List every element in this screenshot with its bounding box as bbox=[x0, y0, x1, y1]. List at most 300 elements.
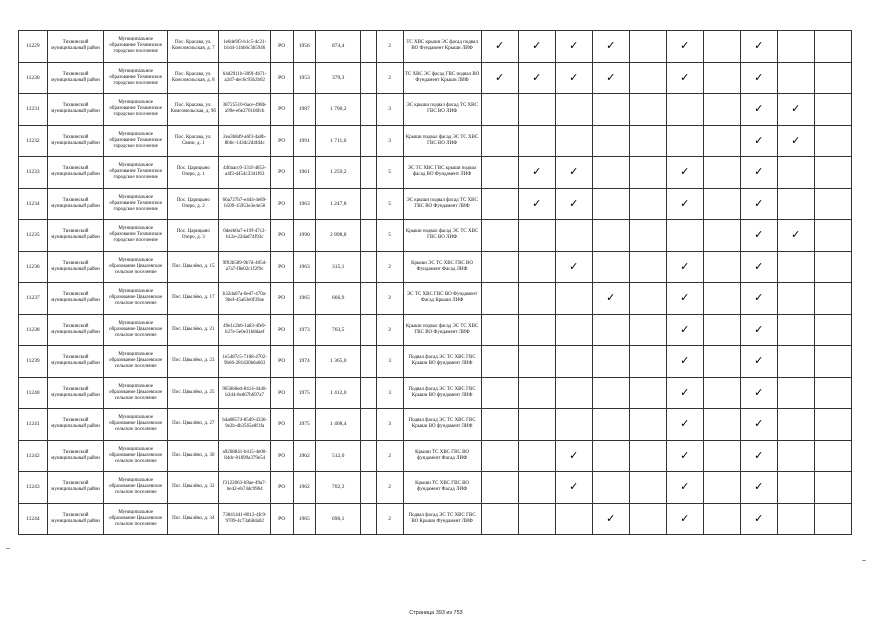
check-mark-icon: ✓ bbox=[666, 409, 703, 441]
address-cell: Пос. Царицыно Озеро, д. 3 bbox=[168, 220, 219, 252]
empty-check-cell bbox=[629, 440, 666, 472]
settlement-cell: Муниципальное образование Цвылевское сельское поселение bbox=[104, 377, 168, 409]
rf-cell: РО bbox=[270, 251, 293, 283]
row-id-cell: 11239 bbox=[19, 346, 48, 378]
empty-check-cell bbox=[777, 157, 814, 189]
works-cell: Подвал фасад ЭС ТС ХВС ГВС ВО Крыши Фундамент ЛИФ bbox=[403, 503, 481, 535]
floors-cell: 3 bbox=[376, 94, 403, 126]
guid-cell: 66a727b7-e4d4-4e89-b509-15953e3e4e58 bbox=[219, 188, 270, 220]
year-cell: 1990 bbox=[293, 220, 316, 252]
works-cell: Крыши ТС ХВС ГВС ВО фундамент Фасад ЛИФ bbox=[403, 440, 481, 472]
floors-cell: 2 bbox=[376, 503, 403, 535]
empty-check-cell bbox=[777, 409, 814, 441]
check-mark-icon: ✓ bbox=[777, 125, 814, 157]
empty-check-cell bbox=[629, 157, 666, 189]
settlement-cell: Муниципальное образование Тихвинское городское поселение bbox=[104, 220, 168, 252]
settlement-cell: Муниципальное образование Цвылевское сельское поселение bbox=[104, 409, 168, 441]
row-id-cell: 11232 bbox=[19, 125, 48, 157]
row-id-cell: 11237 bbox=[19, 283, 48, 315]
empty-check-cell bbox=[629, 377, 666, 409]
empty-check-cell bbox=[518, 377, 555, 409]
table-row bbox=[19, 314, 852, 346]
district-cell: Тихвинский муниципальный район bbox=[47, 31, 104, 63]
works-cell: ТС ХВС ЭС фасад ГВС подвал ВО Фундамент Крыши ЛИФ bbox=[403, 62, 481, 94]
rf-cell: РО bbox=[270, 377, 293, 409]
area-cell: 696,1 bbox=[316, 503, 361, 535]
empty-check-cell bbox=[629, 188, 666, 220]
empty-check-cell bbox=[703, 346, 740, 378]
address-cell: Пос. Цвылёво, д. 21 bbox=[168, 314, 219, 346]
district-cell: Тихвинский муниципальный район bbox=[47, 220, 104, 252]
guid-cell: 49e1c2b6-1a83-4fe9-b27e-5e0e31b8daef bbox=[219, 314, 270, 346]
guid-cell: 38725510-6ace-498b-a99e-e6e2701b6fcb bbox=[219, 94, 270, 126]
empty-check-cell bbox=[777, 62, 814, 94]
area-cell: 1 700,2 bbox=[316, 94, 361, 126]
empty-check-cell bbox=[703, 472, 740, 504]
empty-check-cell bbox=[777, 440, 814, 472]
works-cell: Подвал фасад ЭС ТС ХВС ГВС Крыши ВО фундамент ЛИФ bbox=[403, 409, 481, 441]
blank-cell bbox=[361, 31, 376, 63]
empty-check-cell bbox=[592, 472, 629, 504]
works-cell: ЭС ТС ХВС ГВС крыши подвал фасад ВО Фундамент ЛИФ bbox=[403, 157, 481, 189]
empty-check-cell bbox=[814, 220, 851, 252]
empty-check-cell bbox=[629, 283, 666, 315]
district-cell: Тихвинский муниципальный район bbox=[47, 377, 104, 409]
works-cell: ЭС крыши подвал фасад ТС ХВС ГВС ВО ЛИФ bbox=[403, 94, 481, 126]
address-cell: Пос. Красава, ул. Комсомольская, д. 8 bbox=[168, 62, 219, 94]
check-mark-icon: ✓ bbox=[740, 377, 777, 409]
check-mark-icon: ✓ bbox=[518, 157, 555, 189]
empty-check-cell bbox=[814, 62, 851, 94]
table-row bbox=[19, 31, 852, 63]
rf-cell: РО bbox=[270, 314, 293, 346]
area-cell: 1 247,8 bbox=[316, 188, 361, 220]
year-cell: 1961 bbox=[293, 157, 316, 189]
empty-check-cell bbox=[555, 125, 592, 157]
table-row bbox=[19, 283, 852, 315]
empty-check-cell bbox=[703, 31, 740, 63]
empty-check-cell bbox=[814, 503, 851, 535]
rf-cell: РО bbox=[270, 31, 293, 63]
empty-check-cell bbox=[518, 472, 555, 504]
guid-cell: 64d2911b-309f-4b71-a2d7-dec6c93b2b02 bbox=[219, 62, 270, 94]
check-mark-icon: ✓ bbox=[666, 346, 703, 378]
rf-cell: РО bbox=[270, 346, 293, 378]
empty-check-cell bbox=[592, 440, 629, 472]
district-cell: Тихвинский муниципальный район bbox=[47, 283, 104, 315]
blank-cell bbox=[361, 314, 376, 346]
guid-cell: b32da07a-0ed7-470a-9bef-45a63e0f39ae bbox=[219, 283, 270, 315]
check-mark-icon: ✓ bbox=[740, 220, 777, 252]
empty-check-cell bbox=[518, 283, 555, 315]
works-cell: ЭС ТС ХВС ГВС ВО Фундамент Фасад Крыши ЛИФ bbox=[403, 283, 481, 315]
empty-check-cell bbox=[814, 157, 851, 189]
empty-check-cell bbox=[703, 503, 740, 535]
check-mark-icon: ✓ bbox=[740, 251, 777, 283]
table-row bbox=[19, 94, 852, 126]
empty-check-cell bbox=[481, 125, 518, 157]
empty-check-cell bbox=[814, 283, 851, 315]
empty-check-cell bbox=[629, 314, 666, 346]
guid-cell: 0deeb0a7-e19f-47c2-b12e-22dad74f93c bbox=[219, 220, 270, 252]
empty-check-cell bbox=[592, 346, 629, 378]
check-mark-icon: ✓ bbox=[481, 62, 518, 94]
check-mark-icon: ✓ bbox=[740, 94, 777, 126]
empty-check-cell bbox=[777, 251, 814, 283]
row-id-cell: 11230 bbox=[19, 62, 48, 94]
area-cell: 1 412,0 bbox=[316, 377, 361, 409]
guid-cell: b4a88574-85d9-4336-9e2b-db3565e8f1fa bbox=[219, 409, 270, 441]
empty-check-cell bbox=[777, 31, 814, 63]
blank-cell bbox=[361, 251, 376, 283]
page-number-label: Страница 393 из 753 bbox=[409, 610, 463, 616]
rf-cell: РО bbox=[270, 472, 293, 504]
row-id-cell: 11244 bbox=[19, 503, 48, 535]
floors-cell: 5 bbox=[376, 220, 403, 252]
empty-check-cell bbox=[629, 94, 666, 126]
check-mark-icon: ✓ bbox=[666, 188, 703, 220]
check-mark-icon: ✓ bbox=[592, 62, 629, 94]
empty-check-cell bbox=[703, 251, 740, 283]
district-cell: Тихвинский муниципальный район bbox=[47, 314, 104, 346]
floors-cell: 5 bbox=[376, 188, 403, 220]
empty-check-cell bbox=[814, 409, 851, 441]
works-cell: Подвал фасад ЭС ТС ХВС ГВС Крыши ВО фундамент ЛИФ bbox=[403, 346, 481, 378]
settlement-cell: Муниципальное образование Цвылевское сельское поселение bbox=[104, 283, 168, 315]
blank-cell bbox=[361, 472, 376, 504]
empty-check-cell bbox=[481, 188, 518, 220]
area-cell: 1 259,2 bbox=[316, 157, 361, 189]
district-cell: Тихвинский муниципальный район bbox=[47, 251, 104, 283]
rf-cell: РО bbox=[270, 440, 293, 472]
housing-register-table bbox=[18, 30, 852, 535]
row-id-cell: 11243 bbox=[19, 472, 48, 504]
works-cell: Крыши ТС ХВС ГВС ВО фундамент Фасад ЛИФ bbox=[403, 472, 481, 504]
floors-cell: 3 bbox=[376, 346, 403, 378]
address-cell: Пос. Царицыно Озеро, д. 2 bbox=[168, 188, 219, 220]
guid-cell: 2ea3b8d9-a6f3-4a8b-8b6c-143dc2d4fd4c bbox=[219, 125, 270, 157]
district-cell: Тихвинский муниципальный район bbox=[47, 409, 104, 441]
empty-check-cell bbox=[481, 314, 518, 346]
check-mark-icon: ✓ bbox=[666, 157, 703, 189]
check-mark-icon: ✓ bbox=[740, 503, 777, 535]
check-mark-icon: ✓ bbox=[481, 31, 518, 63]
settlement-cell: Муниципальное образование Цвылевское сельское поселение bbox=[104, 440, 168, 472]
empty-check-cell bbox=[481, 220, 518, 252]
check-mark-icon: ✓ bbox=[666, 314, 703, 346]
year-cell: 1965 bbox=[293, 503, 316, 535]
floors-cell: 2 bbox=[376, 440, 403, 472]
address-cell: Пос. Красава, ул. Комсомольская, д. 9б bbox=[168, 94, 219, 126]
year-cell: 1987 bbox=[293, 94, 316, 126]
scan-mark bbox=[6, 548, 10, 549]
floors-cell: 2 bbox=[376, 314, 403, 346]
floors-cell: 2 bbox=[376, 283, 403, 315]
empty-check-cell bbox=[481, 377, 518, 409]
check-mark-icon: ✓ bbox=[518, 188, 555, 220]
empty-check-cell bbox=[629, 346, 666, 378]
empty-check-cell bbox=[518, 94, 555, 126]
area-cell: 2 898,8 bbox=[316, 220, 361, 252]
scan-mark bbox=[862, 560, 866, 561]
area-cell: 1 365,0 bbox=[316, 346, 361, 378]
empty-check-cell bbox=[592, 125, 629, 157]
check-mark-icon: ✓ bbox=[518, 31, 555, 63]
empty-check-cell bbox=[518, 251, 555, 283]
address-cell: Пос. Красава, ул. Связи, д. 1 bbox=[168, 125, 219, 157]
empty-check-cell bbox=[592, 157, 629, 189]
empty-check-cell bbox=[703, 220, 740, 252]
empty-check-cell bbox=[629, 125, 666, 157]
empty-check-cell bbox=[629, 220, 666, 252]
row-id-cell: 11235 bbox=[19, 220, 48, 252]
district-cell: Тихвинский муниципальный район bbox=[47, 346, 104, 378]
empty-check-cell bbox=[814, 31, 851, 63]
floors-cell: 3 bbox=[376, 377, 403, 409]
check-mark-icon: ✓ bbox=[740, 409, 777, 441]
blank-cell bbox=[361, 283, 376, 315]
empty-check-cell bbox=[555, 94, 592, 126]
area-cell: 666,9 bbox=[316, 283, 361, 315]
rf-cell: РО bbox=[270, 157, 293, 189]
table-row bbox=[19, 220, 852, 252]
settlement-cell: Муниципальное образование Тихвинское городское поселение bbox=[104, 31, 168, 63]
check-mark-icon: ✓ bbox=[666, 377, 703, 409]
table-row bbox=[19, 188, 852, 220]
year-cell: 1973 bbox=[293, 314, 316, 346]
table-row bbox=[19, 346, 852, 378]
table-row bbox=[19, 472, 852, 504]
floors-cell: 2 bbox=[376, 31, 403, 63]
row-id-cell: 11233 bbox=[19, 157, 48, 189]
empty-check-cell bbox=[555, 377, 592, 409]
empty-check-cell bbox=[814, 440, 851, 472]
address-cell: Пос. Царицыно Озеро, д. 1 bbox=[168, 157, 219, 189]
empty-check-cell bbox=[629, 31, 666, 63]
area-cell: 763,5 bbox=[316, 314, 361, 346]
area-cell: 1 711,6 bbox=[316, 125, 361, 157]
empty-check-cell bbox=[703, 94, 740, 126]
works-cell: Крыши подвал фасад ЭС ТС ХВС ГВС ВО ЛИФ bbox=[403, 125, 481, 157]
area-cell: 874,4 bbox=[316, 31, 361, 63]
empty-check-cell bbox=[518, 440, 555, 472]
empty-check-cell bbox=[703, 188, 740, 220]
empty-check-cell bbox=[814, 125, 851, 157]
empty-check-cell bbox=[814, 346, 851, 378]
check-mark-icon: ✓ bbox=[592, 31, 629, 63]
address-cell: Пос. Цвылёво, д. 32 bbox=[168, 472, 219, 504]
address-cell: Пос. Красава, ул. Комсомольская, д. 7 bbox=[168, 31, 219, 63]
check-mark-icon: ✓ bbox=[740, 314, 777, 346]
empty-check-cell bbox=[703, 409, 740, 441]
year-cell: 1963 bbox=[293, 251, 316, 283]
empty-check-cell bbox=[481, 346, 518, 378]
empty-check-cell bbox=[481, 472, 518, 504]
empty-check-cell bbox=[814, 251, 851, 283]
check-mark-icon: ✓ bbox=[740, 125, 777, 157]
empty-check-cell bbox=[555, 283, 592, 315]
empty-check-cell bbox=[777, 314, 814, 346]
blank-cell bbox=[361, 346, 376, 378]
settlement-cell: Муниципальное образование Цвылевское сельское поселение bbox=[104, 503, 168, 535]
blank-cell bbox=[361, 125, 376, 157]
empty-check-cell bbox=[703, 377, 740, 409]
empty-check-cell bbox=[629, 409, 666, 441]
check-mark-icon: ✓ bbox=[666, 472, 703, 504]
area-cell: 512,0 bbox=[316, 440, 361, 472]
empty-check-cell bbox=[592, 220, 629, 252]
blank-cell bbox=[361, 62, 376, 94]
table-row bbox=[19, 440, 852, 472]
empty-check-cell bbox=[777, 188, 814, 220]
check-mark-icon: ✓ bbox=[666, 503, 703, 535]
check-mark-icon: ✓ bbox=[555, 188, 592, 220]
works-cell: Крыши ЭС ТС ХВС ГВС ВО Фундамент Фасад ЛИФ bbox=[403, 251, 481, 283]
year-cell: 1965 bbox=[293, 283, 316, 315]
district-cell: Тихвинский муниципальный район bbox=[47, 503, 104, 535]
year-cell: 1974 bbox=[293, 346, 316, 378]
table-row bbox=[19, 503, 852, 535]
table-row bbox=[19, 251, 852, 283]
empty-check-cell bbox=[703, 440, 740, 472]
settlement-cell: Муниципальное образование Тихвинское городское поселение bbox=[104, 62, 168, 94]
empty-check-cell bbox=[592, 251, 629, 283]
check-mark-icon: ✓ bbox=[740, 157, 777, 189]
check-mark-icon: ✓ bbox=[555, 472, 592, 504]
page-footer bbox=[0, 610, 872, 616]
empty-check-cell bbox=[814, 188, 851, 220]
row-id-cell: 11240 bbox=[19, 377, 48, 409]
check-mark-icon: ✓ bbox=[592, 283, 629, 315]
empty-check-cell bbox=[481, 157, 518, 189]
empty-check-cell bbox=[555, 346, 592, 378]
blank-cell bbox=[361, 157, 376, 189]
works-cell: ЭС крыши подвал фасад ТС ХВС ГВС ВО Фундамент ЛИФ bbox=[403, 188, 481, 220]
area-cell: 315,1 bbox=[316, 251, 361, 283]
floors-cell: 2 bbox=[376, 251, 403, 283]
empty-check-cell bbox=[481, 440, 518, 472]
rf-cell: РО bbox=[270, 94, 293, 126]
check-mark-icon: ✓ bbox=[555, 31, 592, 63]
settlement-cell: Муниципальное образование Тихвинское городское поселение bbox=[104, 125, 168, 157]
year-cell: 1956 bbox=[293, 31, 316, 63]
empty-check-cell bbox=[592, 377, 629, 409]
empty-check-cell bbox=[629, 62, 666, 94]
address-cell: Пос. Цвылёво, д. 23 bbox=[168, 346, 219, 378]
guid-cell: 9658b8ed-8414-4440-b2d4-0ed67b697a7 bbox=[219, 377, 270, 409]
empty-check-cell bbox=[703, 157, 740, 189]
empty-check-cell bbox=[777, 503, 814, 535]
blank-cell bbox=[361, 188, 376, 220]
rf-cell: РО bbox=[270, 283, 293, 315]
check-mark-icon: ✓ bbox=[666, 251, 703, 283]
year-cell: 1962 bbox=[293, 440, 316, 472]
district-cell: Тихвинский муниципальный район bbox=[47, 94, 104, 126]
settlement-cell: Муниципальное образование Тихвинское городское поселение bbox=[104, 188, 168, 220]
empty-check-cell bbox=[629, 503, 666, 535]
empty-check-cell bbox=[777, 346, 814, 378]
table-row bbox=[19, 157, 852, 189]
guid-cell: 1e6de9f3-b1c5-4c21-b1d4-11bb6c3b5946 bbox=[219, 31, 270, 63]
empty-check-cell bbox=[777, 377, 814, 409]
empty-check-cell bbox=[555, 220, 592, 252]
check-mark-icon: ✓ bbox=[740, 440, 777, 472]
row-id-cell: 11242 bbox=[19, 440, 48, 472]
floors-cell: 2 bbox=[376, 62, 403, 94]
works-cell: Крыши подвал фасад ЭС ТС ХВС ГВС ВО Фундамент ЛИФ bbox=[403, 314, 481, 346]
row-id-cell: 11231 bbox=[19, 94, 48, 126]
rf-cell: РО bbox=[270, 62, 293, 94]
empty-check-cell bbox=[629, 251, 666, 283]
check-mark-icon: ✓ bbox=[666, 283, 703, 315]
check-mark-icon: ✓ bbox=[592, 503, 629, 535]
check-mark-icon: ✓ bbox=[740, 62, 777, 94]
empty-check-cell bbox=[592, 314, 629, 346]
empty-check-cell bbox=[666, 94, 703, 126]
check-mark-icon: ✓ bbox=[666, 31, 703, 63]
check-mark-icon: ✓ bbox=[555, 440, 592, 472]
empty-check-cell bbox=[481, 409, 518, 441]
floors-cell: 5 bbox=[376, 157, 403, 189]
empty-check-cell bbox=[777, 283, 814, 315]
rf-cell: РО bbox=[270, 188, 293, 220]
row-id-cell: 11234 bbox=[19, 188, 48, 220]
empty-check-cell bbox=[703, 125, 740, 157]
floors-cell: 3 bbox=[376, 409, 403, 441]
empty-check-cell bbox=[481, 94, 518, 126]
empty-check-cell bbox=[518, 409, 555, 441]
empty-check-cell bbox=[666, 220, 703, 252]
year-cell: 1963 bbox=[293, 188, 316, 220]
check-mark-icon: ✓ bbox=[740, 188, 777, 220]
table-row bbox=[19, 125, 852, 157]
blank-cell bbox=[361, 220, 376, 252]
blank-cell bbox=[361, 409, 376, 441]
works-cell: Крыши подвал фасад ЭС ТС ХВС ГВС ВО ЛИФ bbox=[403, 220, 481, 252]
empty-check-cell bbox=[666, 125, 703, 157]
floors-cell: 3 bbox=[376, 125, 403, 157]
empty-check-cell bbox=[481, 251, 518, 283]
guid-cell: 73841441-8012-4fc9-9709-4c73ab8da02 bbox=[219, 503, 270, 535]
settlement-cell: Муниципальное образование Цвылевское сельское поселение bbox=[104, 472, 168, 504]
empty-check-cell bbox=[814, 472, 851, 504]
guid-cell: f3122063-b9ae-49a7-be42-eb74dc9964 bbox=[219, 472, 270, 504]
table-row bbox=[19, 377, 852, 409]
check-mark-icon: ✓ bbox=[555, 157, 592, 189]
check-mark-icon: ✓ bbox=[740, 31, 777, 63]
settlement-cell: Муниципальное образование Цвылевское сельское поселение bbox=[104, 314, 168, 346]
settlement-cell: Муниципальное образование Тихвинское городское поселение bbox=[104, 157, 168, 189]
guid-cell: a9268841-b415-4e00-84dc-01899a379e54 bbox=[219, 440, 270, 472]
floors-cell: 2 bbox=[376, 472, 403, 504]
rf-cell: РО bbox=[270, 409, 293, 441]
check-mark-icon: ✓ bbox=[555, 62, 592, 94]
empty-check-cell bbox=[518, 503, 555, 535]
year-cell: 1953 bbox=[293, 62, 316, 94]
empty-check-cell bbox=[777, 472, 814, 504]
year-cell: 1975 bbox=[293, 377, 316, 409]
check-mark-icon: ✓ bbox=[777, 94, 814, 126]
empty-check-cell bbox=[518, 314, 555, 346]
year-cell: 1962 bbox=[293, 472, 316, 504]
district-cell: Тихвинский муниципальный район bbox=[47, 440, 104, 472]
check-mark-icon: ✓ bbox=[777, 220, 814, 252]
address-cell: Пос. Цвылёво, д. 30 bbox=[168, 440, 219, 472]
area-cell: 379,3 bbox=[316, 62, 361, 94]
guid-cell: 440aacc0-331f-4853-a4f3-d454c3341f63 bbox=[219, 157, 270, 189]
address-cell: Пос. Цвылёво, д. 34 bbox=[168, 503, 219, 535]
address-cell: Пос. Цвылёво, д. 17 bbox=[168, 283, 219, 315]
